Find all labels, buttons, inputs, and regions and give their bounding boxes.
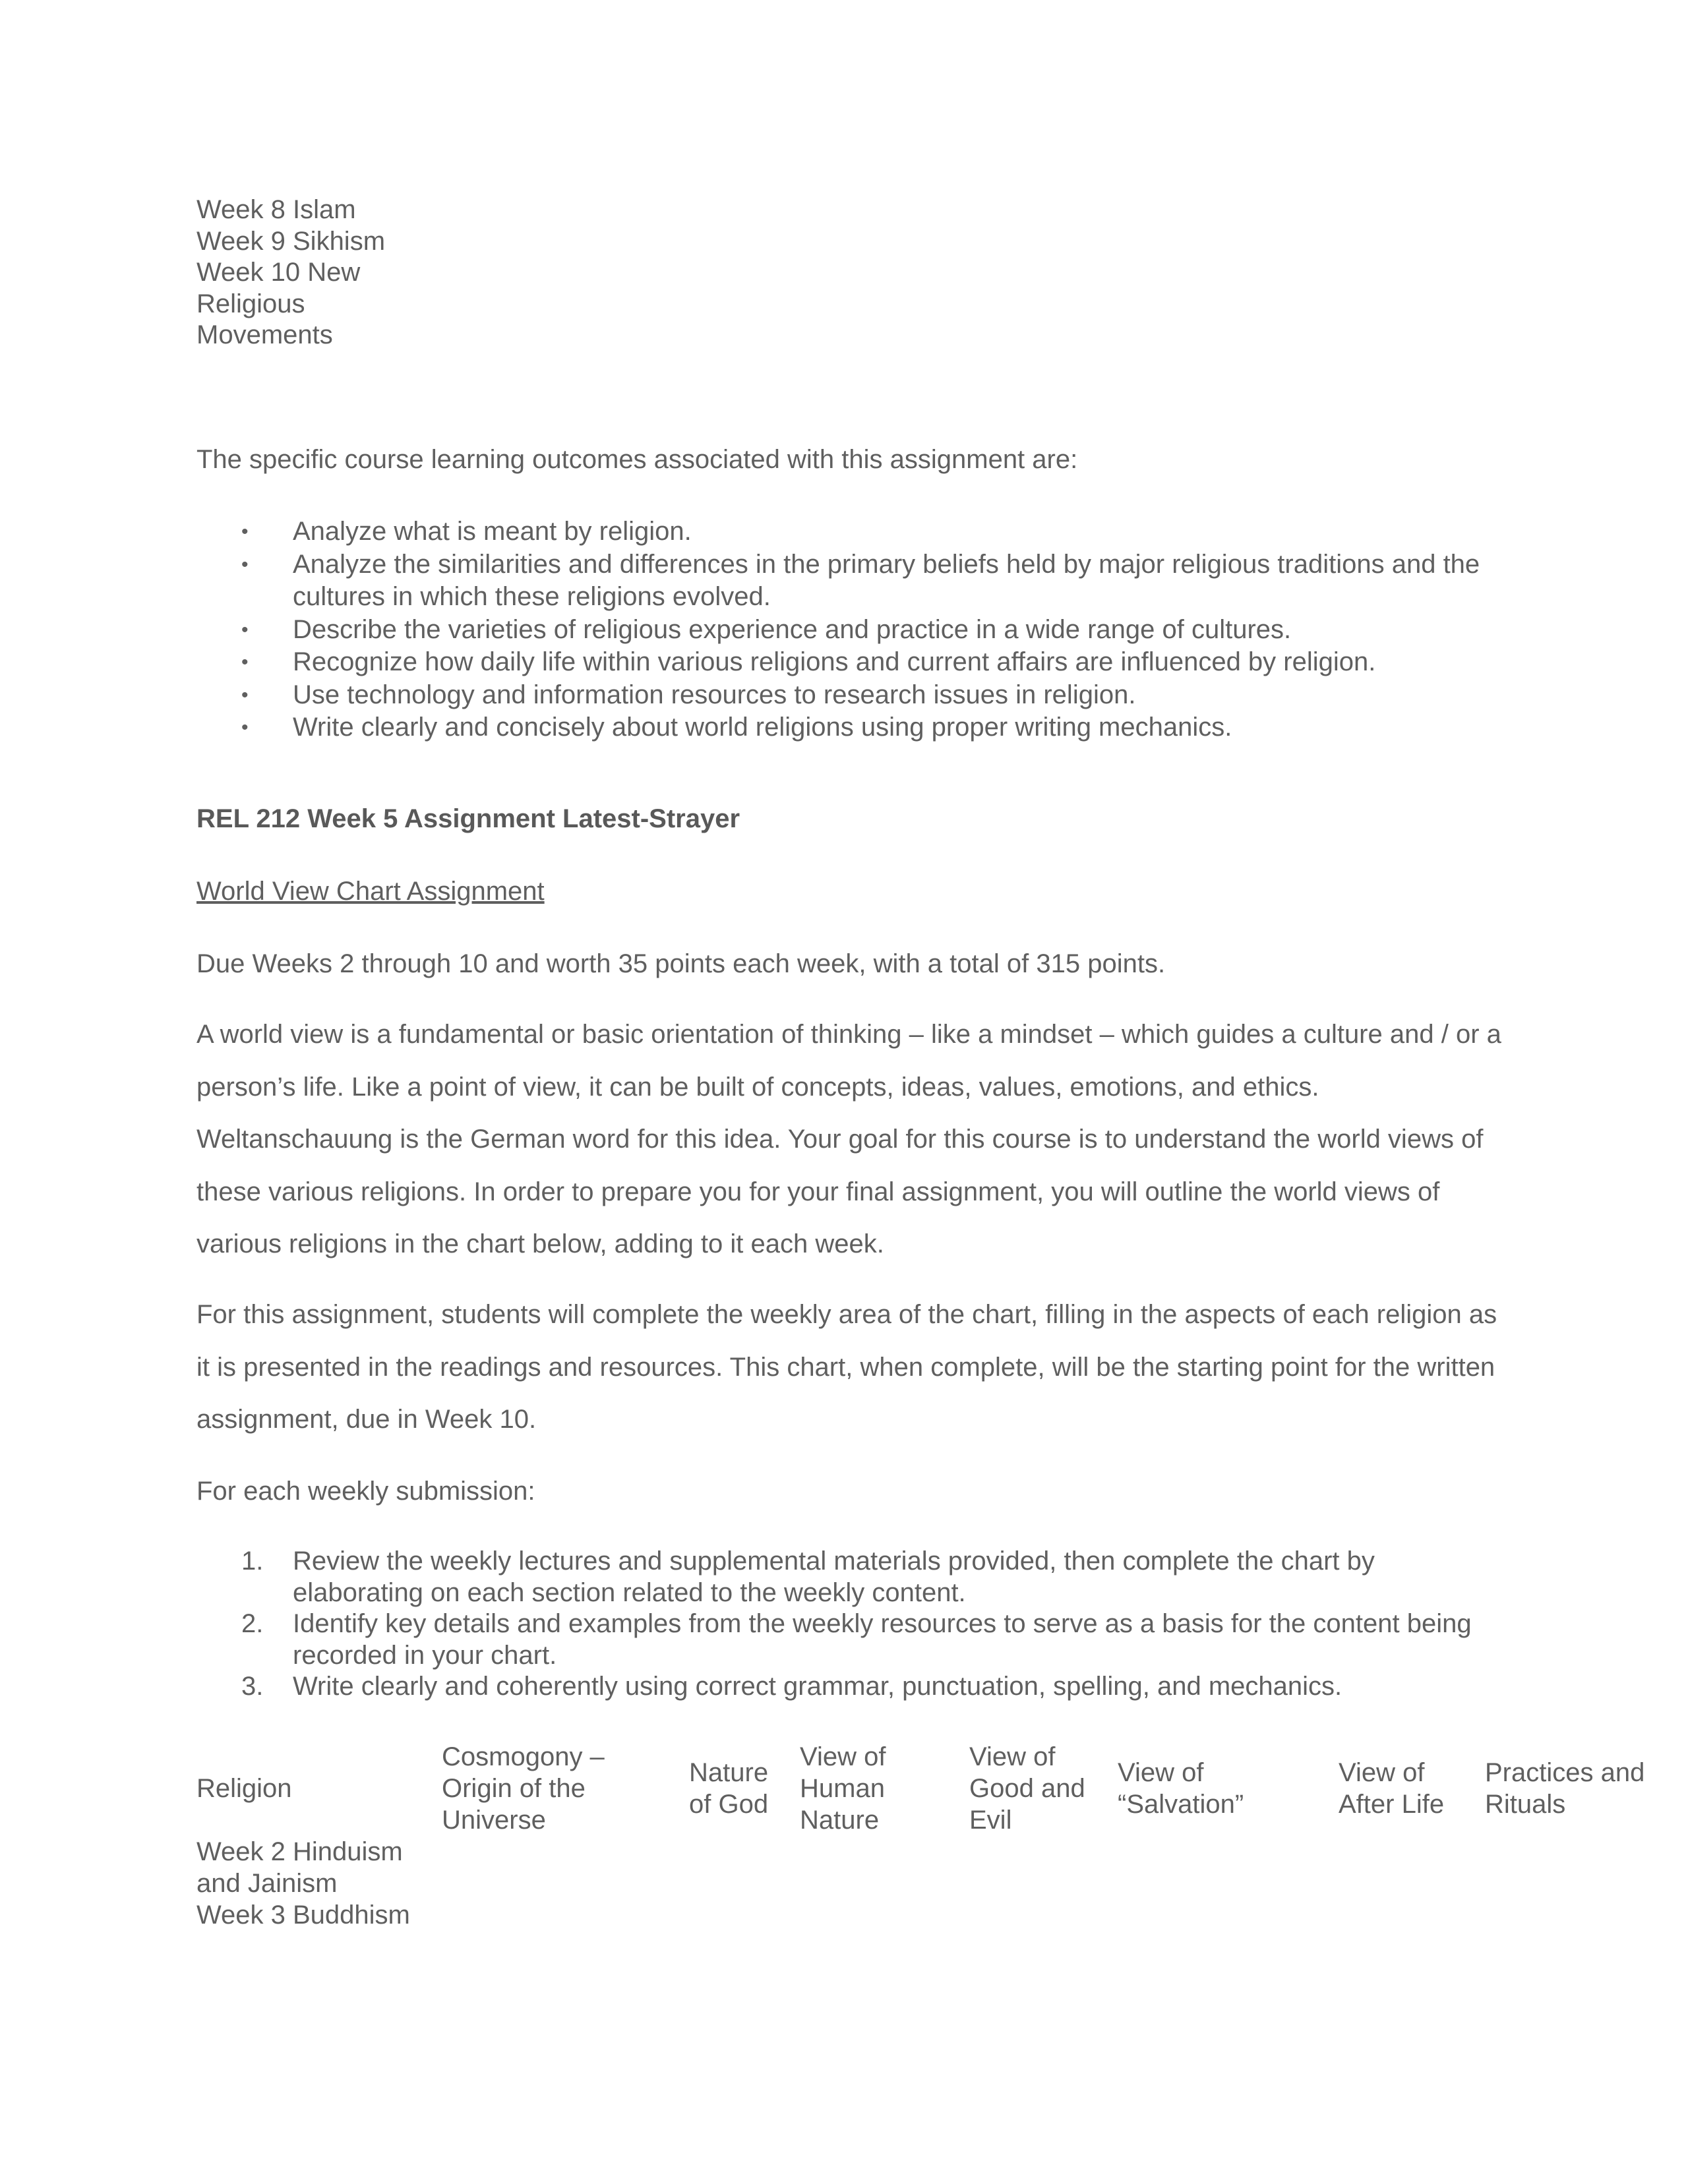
header-line: Rituals <box>1485 1790 1566 1819</box>
due-text: Due Weeks 2 through 10 and worth 35 points each week, with a total of 315 points. <box>196 949 1166 978</box>
assignment-heading: REL 212 Week 5 Assignment Latest-Strayer <box>196 804 740 833</box>
chart-religion-rows <box>196 1836 434 1931</box>
outcome-text: Recognize how daily life within various religions and current affairs are influenced by religion. <box>293 647 1376 676</box>
outcome-text: Use technology and information resources to research issues in religion. <box>293 680 1136 709</box>
week-list-top <box>196 194 473 351</box>
step-number: 1. <box>241 1547 264 1576</box>
chart-row-label: and Jainism <box>196 1869 338 1898</box>
outcome-text: Describe the varieties of religious experience and practice in a wide range of cultures. <box>293 614 1292 644</box>
header-line: Origin of the <box>442 1774 586 1803</box>
outcome-item <box>241 646 1494 679</box>
chart-header-religion <box>196 1741 421 1836</box>
chart-header-nature-of-god <box>689 1741 788 1836</box>
step-text: Identify key details and examples from the weekly resources to serve as a basis for the content being recorded in your chart. <box>293 1609 1472 1670</box>
world-view-title: World View Chart Assignment <box>196 877 545 906</box>
outcomes-intro: The specific course learning outcomes associated with this assignment are: <box>196 445 1078 474</box>
chart-header-cosmogony <box>442 1741 659 1836</box>
bullet-icon: • <box>241 684 249 706</box>
header-line: Nature <box>800 1806 880 1835</box>
step-number: 3. <box>241 1672 264 1701</box>
bullet-icon: • <box>241 717 249 738</box>
week-item: Week 8 Islam <box>196 195 356 224</box>
step-item <box>241 1608 1494 1671</box>
week-item: Week 9 Sikhism <box>196 226 386 256</box>
header-line: Cosmogony – <box>442 1742 605 1771</box>
step-number: 2. <box>241 1609 264 1638</box>
week-item: Week 10 New <box>196 258 361 287</box>
header-line: Human <box>800 1774 885 1803</box>
chart-header-after-life <box>1339 1741 1470 1836</box>
header-line: View of <box>800 1742 886 1771</box>
chart-header-human-nature <box>800 1741 945 1836</box>
header-line: Evil <box>969 1806 1012 1835</box>
outcome-text: Analyze what is meant by religion. <box>293 517 692 546</box>
outcome-item <box>241 711 1494 744</box>
header-line: View of <box>969 1742 1056 1771</box>
outcome-item <box>241 614 1494 647</box>
outcomes-list <box>241 516 1494 744</box>
header-line: View of <box>1339 1758 1425 1787</box>
outcome-item <box>241 516 1494 548</box>
header-line: Practices and <box>1485 1758 1645 1787</box>
world-view-paragraph: A world view is a fundamental or basic orientation of thinking – like a mindset – which guides a culture and / or a person’s life. Like a point of view, it can be built of concepts, ideas, values, emotions, and ethics. Weltanschauung is the German word for this idea. Your goal for this course is to understand the world views of these various religions. In order to prepare you for your final assignment, you will outline the world views of various religions in the chart below, adding to it each week. <box>196 1020 1501 1258</box>
bullet-icon: • <box>241 553 249 576</box>
bullet-icon: • <box>241 651 249 673</box>
steps-list <box>241 1546 1494 1703</box>
week-item: Religious <box>196 289 305 318</box>
chart-header-practices <box>1485 1741 1683 1836</box>
chart-header-salvation <box>1118 1741 1296 1836</box>
outcome-item <box>241 679 1494 712</box>
chart-row-label: Week 3 Buddhism <box>196 1901 410 1930</box>
week-item: Movements <box>196 320 333 349</box>
chart-header-good-and-evil <box>969 1741 1101 1836</box>
header-line: After Life <box>1339 1790 1445 1819</box>
header-line: Universe <box>442 1806 546 1835</box>
chart-row-label: Week 2 Hinduism <box>196 1837 403 1866</box>
step-text: Review the weekly lectures and supplemental materials provided, then complete the chart by elaborating on each section related to the weekly content. <box>293 1547 1375 1607</box>
step-text: Write clearly and coherently using correct grammar, punctuation, spelling, and mechanics. <box>293 1672 1342 1701</box>
outcome-text: Analyze the similarities and differences in the primary beliefs held by major religious traditions and the cultures in which these religions evolved. <box>293 549 1480 611</box>
header-line: of God <box>689 1790 769 1819</box>
step-item <box>241 1546 1494 1608</box>
outcome-text: Write clearly and concisely about world religions using proper writing mechanics. <box>293 713 1232 742</box>
submission-intro: For each weekly submission: <box>196 1477 535 1506</box>
header-line: Religion <box>196 1774 292 1803</box>
header-line: Good and <box>969 1774 1085 1803</box>
outcome-item <box>241 548 1494 614</box>
step-item <box>241 1671 1494 1703</box>
header-line: View of <box>1118 1758 1204 1787</box>
header-line: “Salvation” <box>1118 1790 1244 1819</box>
header-line: Nature <box>689 1758 769 1787</box>
bullet-icon: • <box>241 521 249 543</box>
assignment-paragraph: For this assignment, students will complete the weekly area of the chart, filling in the aspects of each religion as it is presented in the readings and resources. This chart, when complete, will be the starting point for the written assignment, due in Week 10. <box>196 1300 1497 1434</box>
bullet-icon: • <box>241 618 249 641</box>
